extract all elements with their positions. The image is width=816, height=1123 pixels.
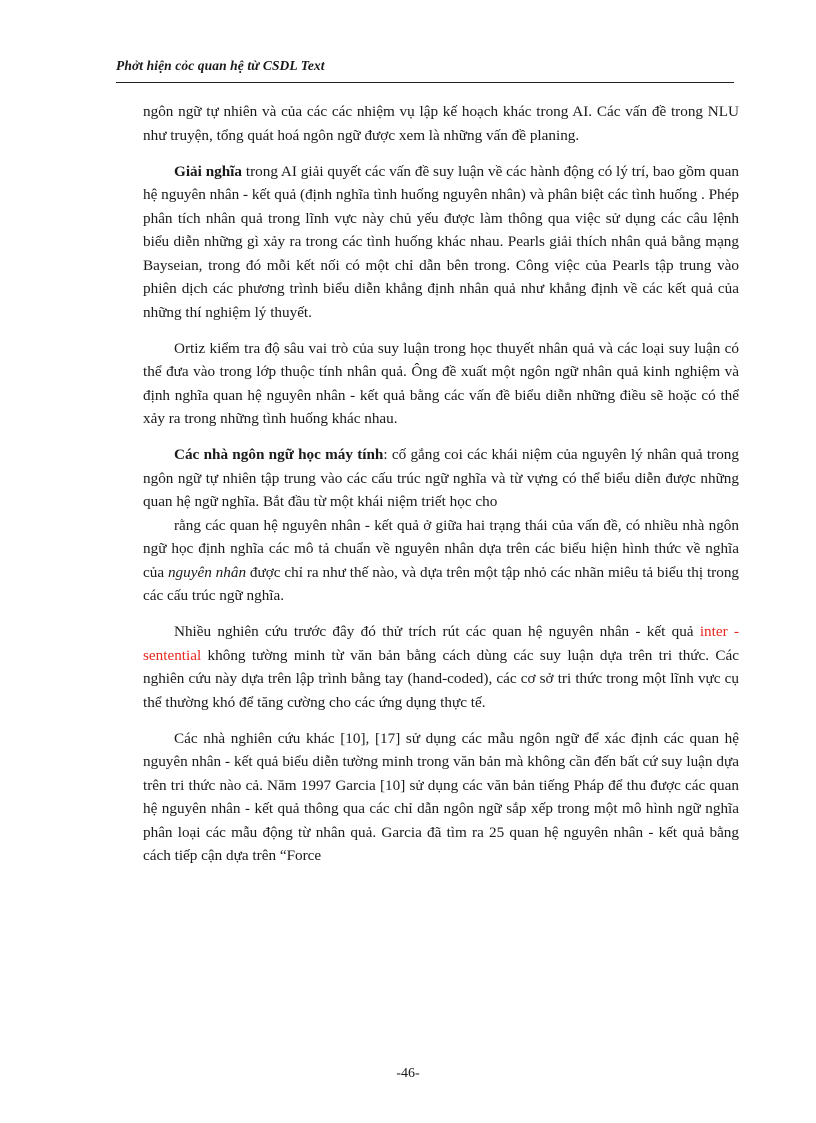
paragraph-lead-term: Giải nghĩa: [174, 162, 242, 180]
paragraph-ortiz: [143, 337, 739, 431]
paragraph-text: Các nhà nghiên cứu khác [10], [17] sử dụng các mẫu ngôn ngữ để xác định các quan hệ nguyên nhân - kết quả biểu diễn tường minh trong văn bản mà không cần đến bất cứ suy luận dựa trên tri thức nào cả. Năm 1997 Garcia [10] sử dụng các văn bản tiếng Pháp để thu được các quan hệ nguyên nhân - kết quả thông qua các chỉ dẫn ngôn ngữ sắp xếp trong một mô hình ngữ nghĩa phân loại các mẫu động từ nhân quả. Garcia đã tìm ra 25 quan hệ nguyên nhân - kết quả bằng cách tiếp cận dựa trên “Force: [143, 729, 739, 864]
paragraph-text: rằng các quan hệ nguyên nhân - kết quả ở giữa hai trạng thái của vấn đề, có nhiều nhà ngôn ngữ học định nghĩa các mô tả chuẩn về nguyên nhân dựa trên các biểu hiện hình thức về nghĩa của: [143, 516, 739, 581]
page-number: -46-: [396, 1066, 420, 1081]
paragraph-text: được chỉ ra như thế nào, và dựa trên một tập nhỏ các nhãn miêu tả biểu thị trong các cấu trúc ngữ nghĩa.: [143, 563, 740, 604]
paragraph-philosophical-notion: [143, 514, 739, 608]
document-body: [143, 100, 739, 880]
paragraph-inter-sentential: [143, 620, 739, 714]
paragraph-text: ngôn ngữ tự nhiên và của các các nhiệm vụ lập kế hoạch khác trong AI. Các vấn đề trong NLU như truyện, tổng quát hoá ngôn ngữ được xem là những vấn đề planing.: [143, 103, 739, 144]
paragraph-text: : cố gắng coi các khái niệm của nguyên lý nhân quả trong ngôn ngữ tự nhiên tập trung vào các cấu trúc ngữ nghĩa và từ vựng có thể biểu diễn được những quan hệ ngữ nghĩa. Bắt đầu từ một khái niệm triết học cho: [143, 446, 739, 510]
header-title: Phởt hiện cỏc quan hệ từ CSDL Text: [116, 58, 325, 73]
paragraph-continuation: [143, 100, 739, 147]
highlighted-term: inter - sentential: [143, 623, 740, 664]
paragraph-giai-nghia: [143, 160, 739, 325]
italic-term: nguyên nhân: [167, 563, 247, 581]
paragraph-text: không tường minh từ văn bản bằng cách dùng các suy luận dựa trên tri thức. Các nghiên cứu này dựa trên lập trình bằng tay (hand-coded), các cơ sở tri thức trong một lĩnh vực cụ thể thường khó để tăng cường cho các ứng dụng thực tế.: [143, 646, 739, 711]
paragraph-lead-term: Các nhà ngôn ngữ học máy tính: [174, 446, 384, 463]
paragraph-text: trong AI giải quyết các vấn đề suy luận về các hành động có lý trí, bao gồm quan hệ nguyên nhân - kết quả (định nghĩa tình huống nguyên nhân) và phân biệt các tình huống . Phép phân tích nhân quả trong lĩnh vực này chủ yếu được làm thông qua việc sử dụng các câu lệnh biểu diễn những gì xảy ra trong các tình huống khác nhau. Pearls giải thích nhân quả bằng mạng Bayseian, trong đó mỗi kết nối có một chỉ dẫn bên trong. Công việc của Pearls tập trung vào phiên dịch các phương trình biểu diễn khẳng định nhân quả như khẳng định về các kết quả của những thí nghiệm lý thuyết.: [143, 162, 739, 321]
paragraph-text: Nhiều nghiên cứu trước đây đó thử trích rút các quan hệ nguyên nhân - kết quả: [174, 623, 700, 640]
paragraph-text: Ortiz kiểm tra độ sâu vai trò của suy luận trong học thuyết nhân quả và các loại suy luận có thể đưa vào trong lớp thuộc tính nhân quả. Ông đề xuất một ngôn ngữ nhân quả kinh nghiệm và định nghĩa quan hệ nguyên nhân - kết quả bằng các vấn đề biểu diễn những điều sẽ hoặc có thể xảy ra trong những tình huống khác nhau.: [143, 339, 739, 427]
paragraph-computational-linguists: [143, 443, 739, 514]
paragraph-other-researchers: [143, 727, 739, 868]
page-header: [116, 54, 734, 83]
